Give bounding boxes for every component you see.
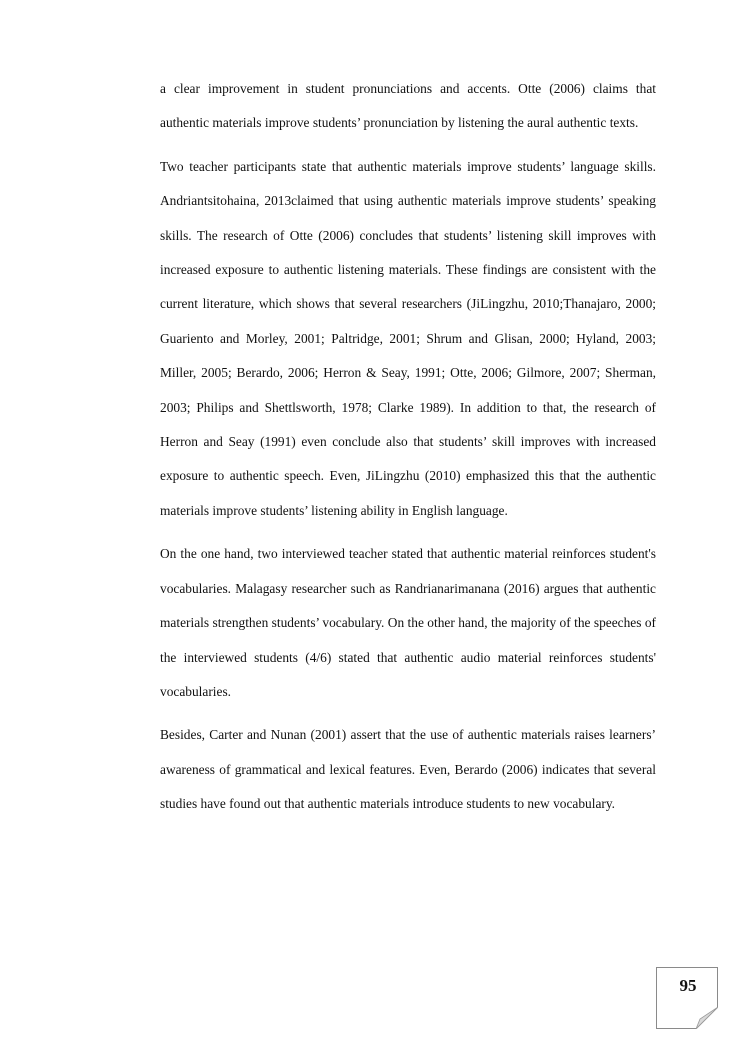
paragraph-awareness: Besides, Carter and Nunan (2001) assert that the use of authentic materials raises learners’ awareness of grammatical and lexical features. Even, Berardo (2006) indicates that several studies have found out that authentic materials introduce students to new vocabulary. [160,727,656,812]
page-number: 95 [679,976,697,995]
paragraph-pronunciation: a clear improvement in student pronunciations and accents. Otte (2006) claims that authentic materials improve students’ pronunciation by listening the aural authentic texts. [160,81,656,131]
body-text [160,72,656,831]
page-number-box [656,967,718,1029]
page-curl-icon [696,1007,718,1029]
paragraph-language-skills: Two teacher participants state that authentic materials improve students’ language skills. Andriantsitohaina, 2013claimed that using authentic materials improve students’ speaking skills. The research of Otte (2006) concludes that students’ listening skill improves with increased exposure to authentic listening materials. These findings are consistent with the current literature, which shows that several researchers (JiLingzhu, 2010;Thanajaro, 2000; Guariento and Morley, 2001; Paltridge, 2001; Shrum and Glisan, 2000; Hyland, 2003; Miller, 2005; Berardo, 2006; Herron & Seay, 1991; Otte, 2006; Gilmore, 2007; Sherman, 2003; Philips and Shettlsworth, 1978; Clarke 1989). In addition to that, the research of Herron and Seay (1991) even conclude also that students’ skill improves with increased exposure to authentic speech. Even, JiLingzhu (2010) emphasized this that the authentic materials improve students’ listening ability in English language. [160,158,656,518]
paragraph-vocabularies: On the one hand, two interviewed teacher stated that authentic material reinforces student's vocabularies. Malagasy researcher such as Randrianarimanana (2016) argues that authentic materials strengthen students’ vocabulary. On the other hand, the majority of the speeches of the interviewed students (4/6) stated that authentic audio material reinforces students' vocabularies. [160,546,656,699]
